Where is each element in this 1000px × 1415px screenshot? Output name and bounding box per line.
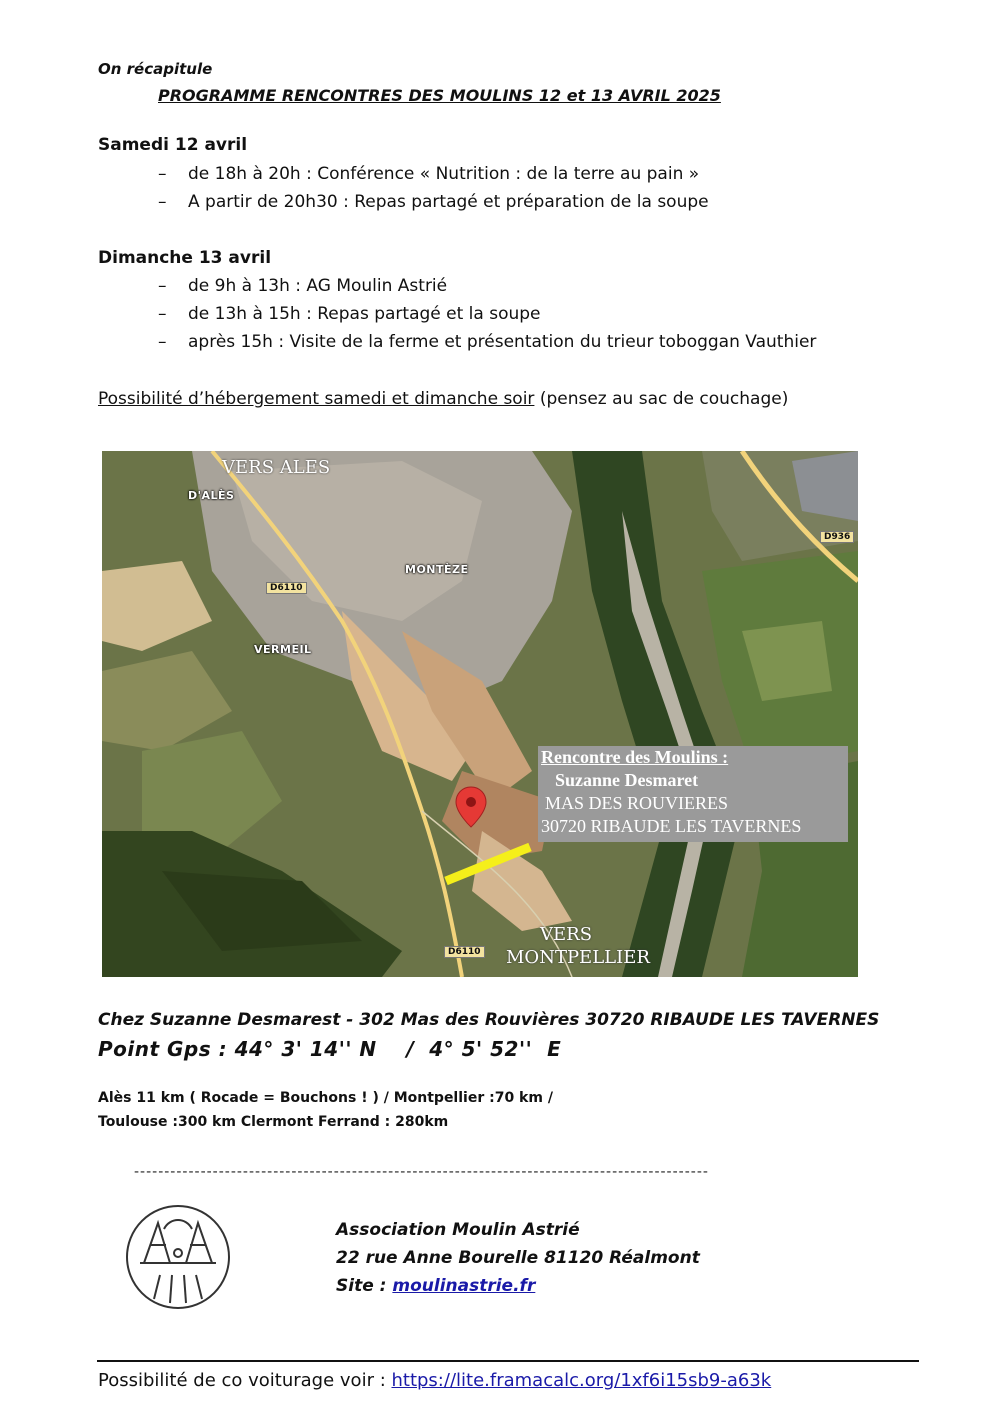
place-dales: D'ALÈS [188, 489, 235, 502]
intro-text: On récapitule [98, 60, 213, 78]
carpool-note [98, 1370, 771, 1391]
list-item [158, 304, 541, 324]
map-terrain [102, 451, 858, 977]
sunday-item-2: de 13h à 15h : Repas partagé et la soupe [188, 304, 541, 324]
road-badge-d6110-north: D6110 [266, 582, 307, 594]
distances-line-2: Toulouse :300 km Clermont Ferrand : 280km [98, 1114, 449, 1130]
sunday-item-1: de 9h à 13h : AG Moulin Astrié [188, 276, 448, 296]
list-item [158, 332, 816, 352]
lodging-note [98, 389, 788, 409]
infobox-name: Suzanne Desmaret [555, 770, 699, 790]
route-highlight [442, 841, 542, 889]
association-logo [124, 1203, 232, 1311]
venue-address: Chez Suzanne Desmarest - 302 Mas des Rouvières 30720 RIBAUDE LES TAVERNES [98, 1010, 880, 1030]
place-monteze: MONTÈZE [405, 563, 469, 576]
carpool-label: Possibilité de co voiturage voir : [98, 1370, 392, 1391]
road-badge-d6110-south: D6110 [444, 946, 485, 958]
bullet-dash: – [158, 304, 167, 324]
map-label-north: VERS ALES [222, 457, 331, 478]
map-infobox [538, 746, 848, 842]
road-badge-d936: D936 [820, 531, 854, 543]
list-item [158, 164, 699, 184]
location-pin-icon[interactable] [454, 785, 488, 829]
list-item [158, 276, 447, 296]
program-title: PROGRAMME RENCONTRES DES MOULINS 12 et 13 AVRIL 2025 [158, 86, 721, 105]
site-link[interactable]: moulinastrie.fr [392, 1276, 536, 1296]
list-item [158, 192, 709, 212]
lodging-rest: (pensez au sac de couchage) [534, 389, 789, 409]
bullet-dash: – [158, 332, 167, 352]
association-street: 22 rue Anne Bourelle 81120 Réalmont [336, 1248, 700, 1268]
saturday-item-1: de 18h à 20h : Conférence « Nutrition : de la terre au pain » [188, 164, 700, 184]
satellite-map[interactable] [102, 451, 858, 977]
association-site [336, 1276, 535, 1296]
place-vermeil: VERMEIL [254, 643, 312, 656]
infobox-line1: MAS DES ROUVIERES [545, 793, 729, 813]
saturday-item-2: A partir de 20h30 : Repas partagé et préparation de la soupe [188, 192, 709, 212]
distances-line-1: Alès 11 km ( Rocade = Bouchons ! ) / Montpellier :70 km / [98, 1090, 553, 1106]
sunday-title: Dimanche 13 avril [98, 248, 272, 268]
footer-rule [97, 1360, 919, 1362]
infobox-line2: 30720 RIBAUDE LES TAVERNES [541, 816, 802, 836]
infobox-title: Rencontre des Moulins : [541, 747, 729, 767]
map-label-south-1: VERS [540, 924, 593, 945]
bullet-dash: – [158, 164, 167, 184]
gps-coordinates: Point Gps : 44° 3' 14'' N / 4° 5' 52'' E [98, 1037, 562, 1061]
bullet-dash: – [158, 192, 167, 212]
saturday-title: Samedi 12 avril [98, 135, 248, 155]
map-label-south-2: MONTPELLIER [506, 947, 650, 968]
association-name: Association Moulin Astrié [336, 1220, 580, 1240]
bullet-dash: – [158, 276, 167, 296]
lodging-underlined: Possibilité d’hébergement samedi et dimanche soir [98, 389, 535, 409]
separator-line: ----------------------------------------------------------------------------------------------- [134, 1164, 709, 1180]
site-label: Site : [336, 1276, 393, 1296]
carpool-link[interactable]: https://lite.framacalc.org/1xf6i15sb9-a63k [391, 1370, 772, 1391]
sunday-item-3: après 15h : Visite de la ferme et présentation du trieur toboggan Vauthier [188, 332, 817, 352]
